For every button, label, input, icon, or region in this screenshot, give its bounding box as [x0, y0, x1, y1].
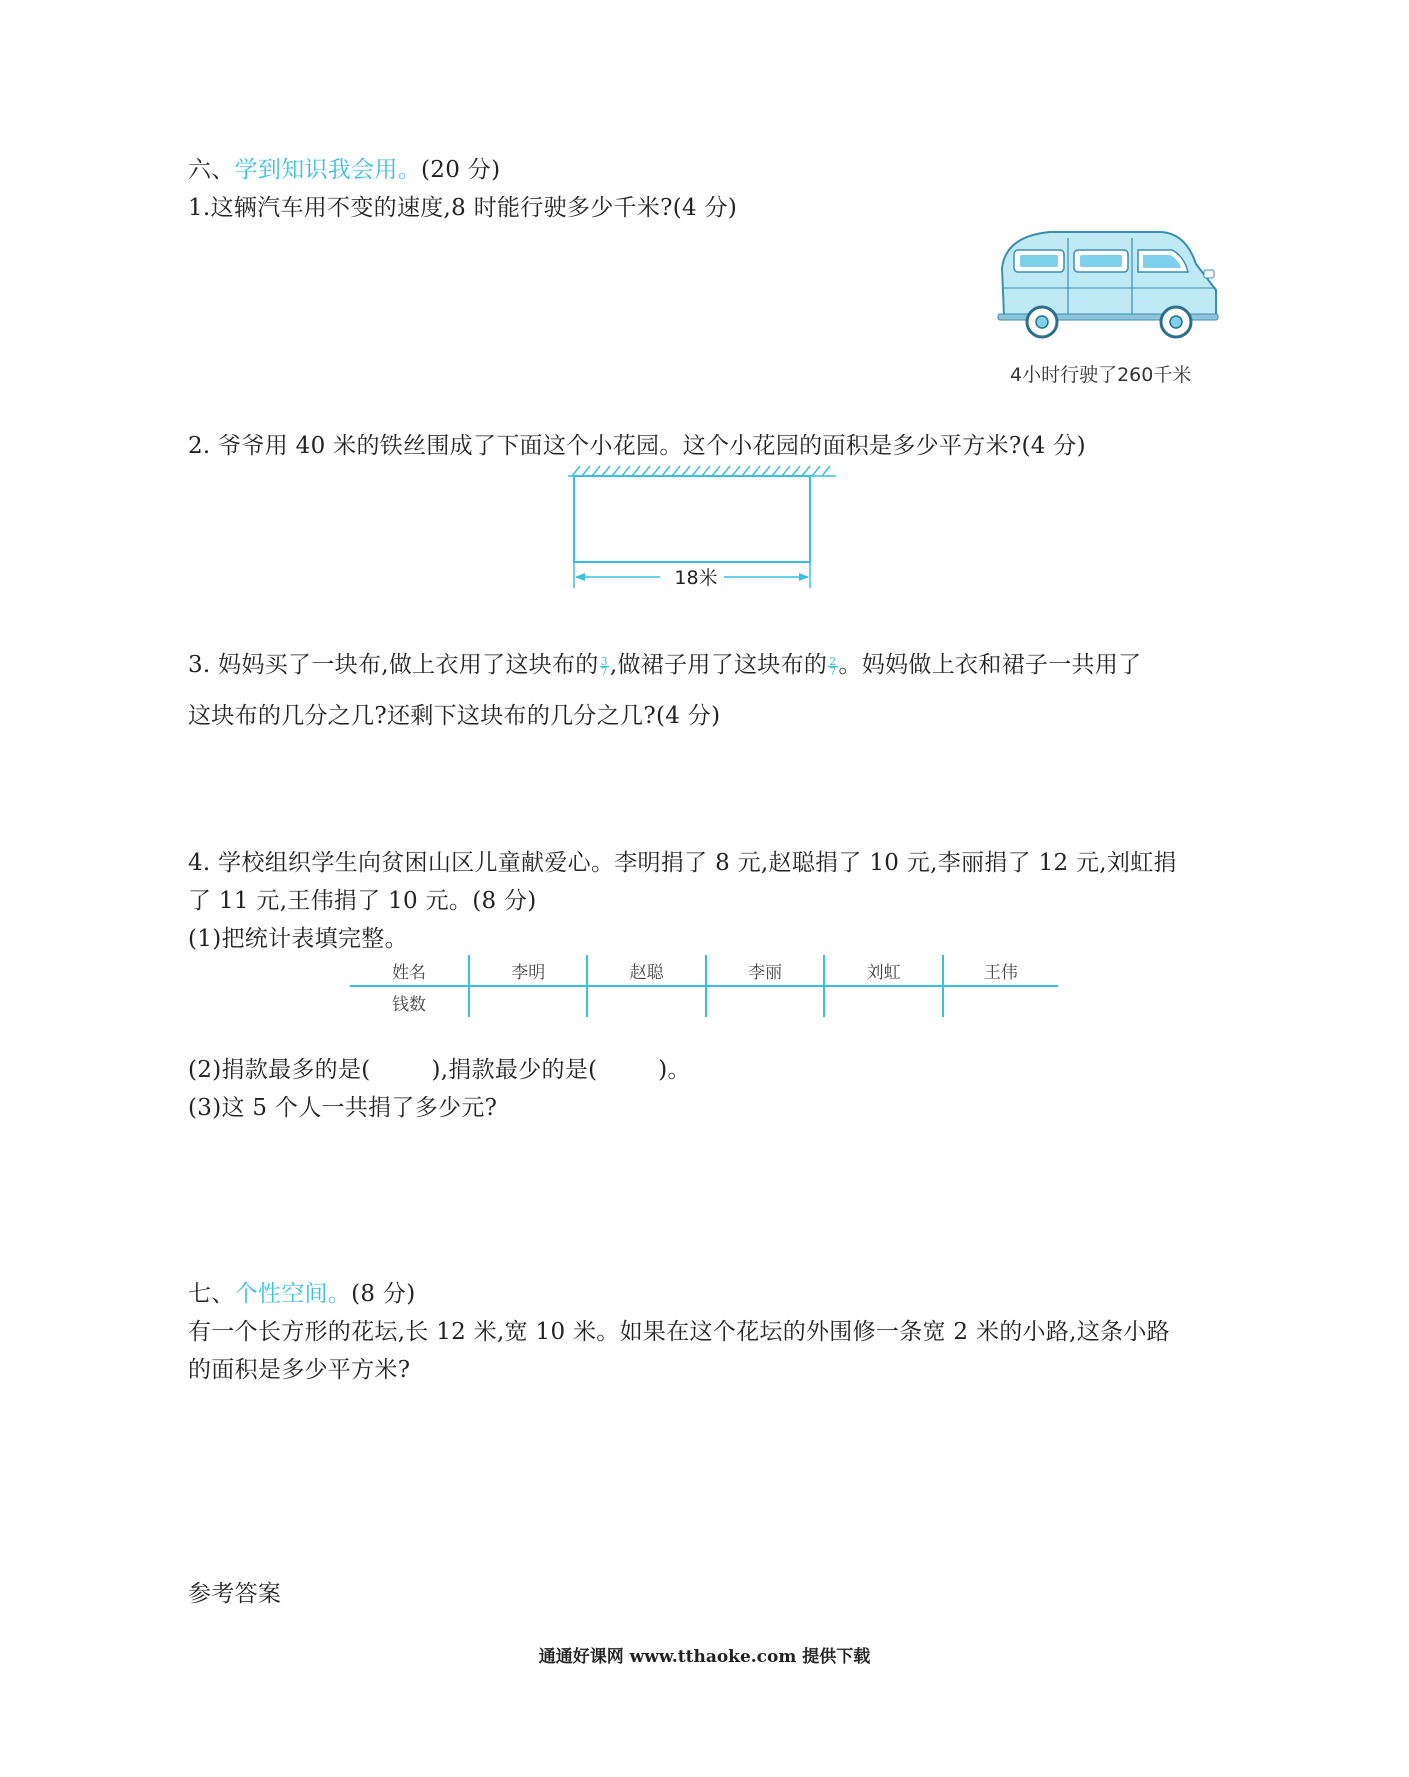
question-3-part-2: ,做裙子用了这块布的 — [609, 652, 828, 678]
table-row — [350, 986, 1058, 1017]
garden-width-label: 18米 — [674, 567, 718, 589]
table-cell-name: 李丽 — [706, 955, 824, 986]
section-7-line-1: 有一个长方形的花坛,长 12 米,宽 10 米。如果在这个花坛的外围修一条宽 2 米的小路,这条小路 — [188, 1319, 1170, 1345]
table-cell-amount[interactable] — [587, 986, 705, 1017]
van-caption: 4小时行驶了260千米 — [1010, 364, 1192, 386]
donation-table — [350, 955, 1058, 1017]
table-cell-amount[interactable] — [469, 986, 587, 1017]
section-7-prefix: 七、 — [188, 1281, 235, 1307]
question-4-sub-1: (1)把统计表填完整。 — [188, 926, 408, 952]
question-3-part-3: 。妈妈做上衣和裙子一共用了 — [838, 652, 1142, 678]
question-2-text: 2. 爷爷用 40 米的铁丝围成了下面这个小花园。这个小花园的面积是多少平方米?(4 分) — [188, 433, 1086, 459]
question-3-part-1: 3. 妈妈买了一块布,做上衣用了这块布的 — [188, 652, 599, 678]
table-cell-amount[interactable] — [943, 986, 1058, 1017]
section-6-prefix: 六、 — [188, 157, 235, 183]
section-6-score: (20 分) — [421, 157, 501, 183]
table-cell-name: 王伟 — [943, 955, 1058, 986]
van-image — [990, 228, 1220, 353]
table-cell-amount[interactable] — [824, 986, 942, 1017]
section-7-line-2: 的面积是多少平方米? — [188, 1357, 411, 1383]
table-cell-name: 赵聪 — [587, 955, 705, 986]
question-4-line-2: 了 11 元,王伟捐了 10 元。(8 分) — [188, 888, 537, 914]
answers-heading: 参考答案 — [188, 1581, 282, 1607]
table-row — [350, 955, 1058, 986]
question-4-line-1: 4. 学校组织学生向贫困山区儿童献爱心。李明捐了 8 元,赵聪捐了 10 元,李丽捐了 12 元,刘虹捐 — [188, 850, 1177, 876]
table-header-amount: 钱数 — [392, 994, 426, 1015]
table-header-name: 姓名 — [350, 955, 469, 986]
section-6-heading — [188, 155, 500, 185]
section-7-heading — [188, 1279, 416, 1309]
section-7-score: (8 分) — [351, 1281, 416, 1307]
question-1-text: 1.这辆汽车用不变的速度,8 时能行驶多少千米?(4 分) — [188, 195, 738, 221]
footer-credit: 通通好课网 www.tthaoke.com 提供下载 — [538, 1647, 871, 1667]
table-cell-name: 刘虹 — [824, 955, 942, 986]
question-3-line-2: 这块布的几分之几?还剩下这块布的几分之几?(4 分) — [188, 703, 721, 729]
question-4-sub-3: (3)这 5 个人一共捐了多少元? — [188, 1095, 498, 1121]
question-3-line-1 — [188, 650, 1141, 680]
table-cell-amount[interactable] — [706, 986, 824, 1017]
fraction-2-7: $\frac{2}{7}$ — [829, 654, 837, 678]
section-6-title: 学到知识我会用。 — [234, 157, 422, 183]
table-cell-name: 李明 — [469, 955, 587, 986]
question-4-sub-2: (2)捐款最多的是( ),捐款最少的是( )。 — [188, 1057, 691, 1083]
section-7-title: 个性空间。 — [234, 1281, 352, 1307]
fraction-3-7: $\frac{3}{7}$ — [600, 654, 608, 678]
